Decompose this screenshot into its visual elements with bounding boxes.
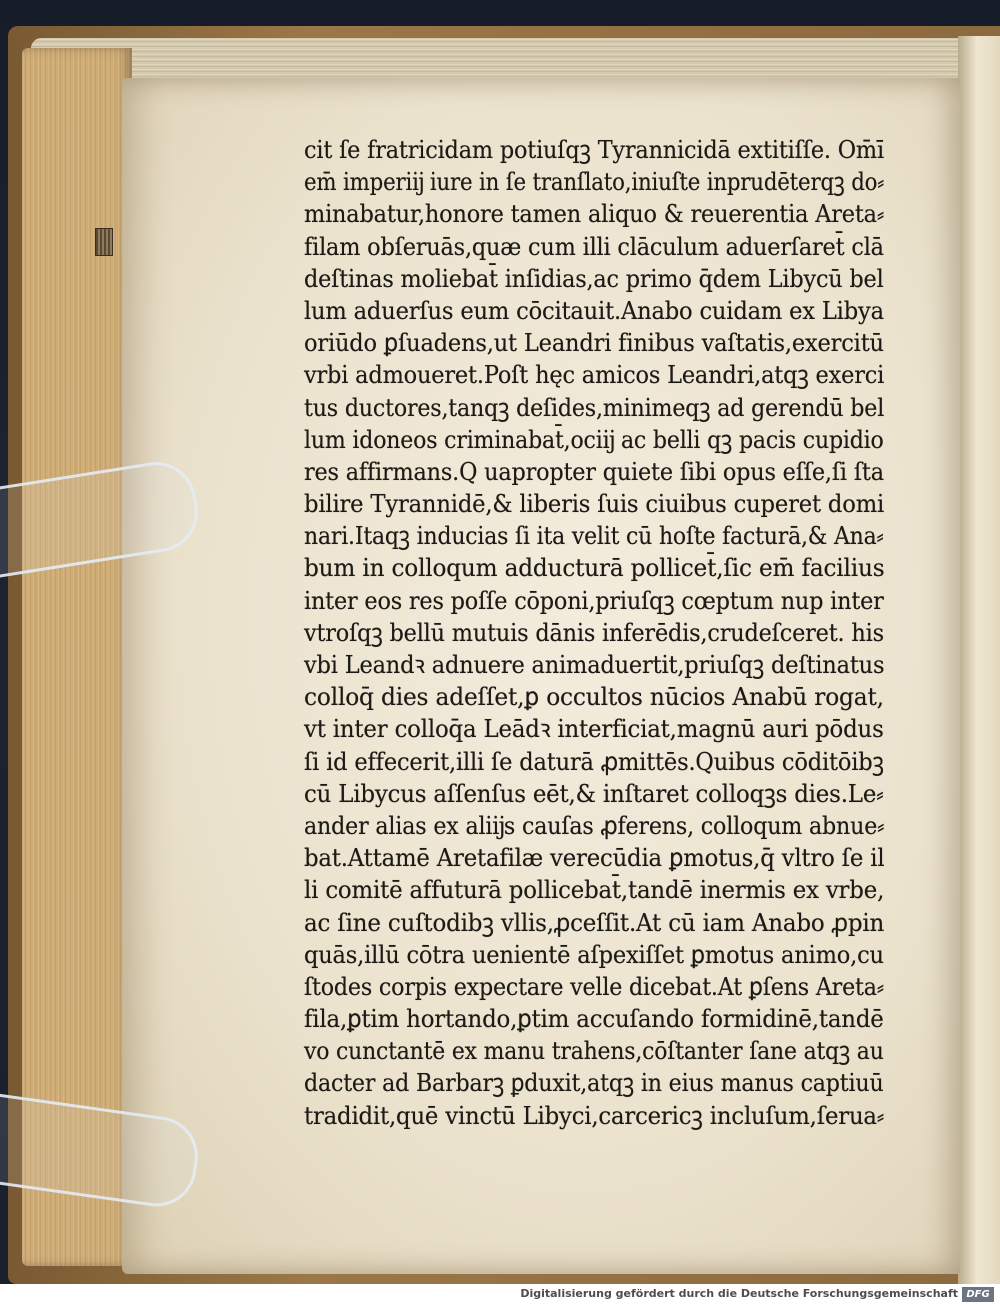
text-line: fila,ꝑtim hortando,ꝑtim accuſando formidinē,tandē (304, 1004, 884, 1034)
text-line: tus ductores,tanqꝫ deſides,minimeqꝫ ad gerendū bel (304, 392, 885, 422)
text-line: cit ſe fratricidam potiuſqꝫ Tyrannicidā extitiſſe. Om̄ī (304, 135, 884, 164)
text-line: colloq̄ dies adeſſet,ꝑ occultos nūcios Anabū rogat, (304, 682, 884, 712)
facing-page-edge (958, 36, 1000, 1284)
text-line: quās,illū cōtra uenientē aſpexiſſet ꝑmotus animo,cu (304, 939, 884, 969)
text-line: li comitē affuturā pollicebat̄,tandē inermis ex vrbe, (304, 875, 885, 905)
text-line: bat.Attamē Aretafilæ verecūdia ꝑmotus,q̄ vltro ſe il (304, 843, 885, 873)
text-line: vtroſqꝫ bellū mutuis dānis inferēdis,crudeſceret. his (304, 617, 884, 647)
text-line: ander alias ex aliĳs cauſas ꝓferens, colloqum abnue⸗ (304, 810, 885, 840)
edge-marker (95, 228, 113, 256)
funding-credit: Digitalisierung gefördert durch die Deutsche Forschungsgemeinschaft (520, 1287, 958, 1300)
text-line: ſi id effecerit,illi ſe daturā ꝓmittēs.Quibus cōditōibꝫ (304, 746, 884, 776)
text-line: oriūdo ꝑſuadens,ut Leandri finibus vaſtatis,exercitū (304, 328, 884, 358)
text-line: bilire Tyrannidē,& liberis ſuis ciuibus cuperet domi (304, 489, 885, 519)
text-line: dacter ad Barbarꝫ ꝑduxit,atqꝫ in eius manus captiuū (304, 1068, 884, 1098)
text-line: vt inter colloq̄a Leādꝛ interficiat,magnū auri pōdus (304, 714, 884, 744)
footer-bar (0, 1284, 1000, 1305)
text-line: bum in colloqum adducturā pollicet̄,ſic em̄ facilius (304, 553, 885, 583)
text-line: filam obſeruās,quæ cum illi clāculum aduerſaret̄ clā (304, 231, 884, 261)
text-line: nari.Itaqꝫ inducias ſi ita velit cū hoſte facturā,& Ana⸗ (304, 521, 884, 551)
text-line: lum aduerſus eum cōcitauit.Anabo cuidam ex Libya (304, 295, 884, 325)
text-line: vbi Leandꝛ adnuere animaduertit,priuſqꝫ deſtinatus (304, 650, 885, 679)
text-line: minabatur,honore tamen aliquo & reuerentia Areta⸗ (304, 199, 885, 229)
text-line: inter eos res poſſe cōponi,priuſqꝫ cœptum nup inter (304, 585, 884, 615)
text-line: cū Libycus aſſenſus eēt,& inſtaret colloqꝫs dies.Le⸗ (304, 778, 884, 808)
text-line: em̄ imperiĳ iure in ſe tranſlato,iniuſte inprudēterqꝫ do⸗ (304, 167, 885, 197)
text-line: vo cunctantē ex manu trahens,cōſtanter ſane atqꝫ au (304, 1036, 884, 1066)
text-line: deſtinas moliebat̄ inſidias,ac primo q̄dem Libycū bel (304, 263, 884, 293)
page-stack-fore-edge (22, 48, 132, 1266)
text-line: lum idoneos criminabat̄,ociĳ ac belli qꝫ pacis cupidio (304, 424, 884, 454)
text-line: res affirmans.Q uapropter quiete ſibi opus eſſe,ſi ſta (304, 456, 884, 486)
text-line: vrbi admoueret.Poſt hęc amicos Leandri,atqꝫ exerci (304, 360, 885, 390)
text-line: tradidit,quē vinctū Libyci,carcericꝫ incluſum,ſerua⸗ (304, 1100, 885, 1130)
dfg-logo-icon: DFG (962, 1287, 994, 1302)
text-line: ac ſine cuſtodibꝫ vllis,ꝓceſſit.At cū iam Anabo ꝓpin (304, 907, 885, 937)
page-text-block (304, 134, 884, 1132)
text-line: ſtodes corpis expectare velle dicebat.At ꝑſens Areta⸗ (304, 971, 884, 1001)
